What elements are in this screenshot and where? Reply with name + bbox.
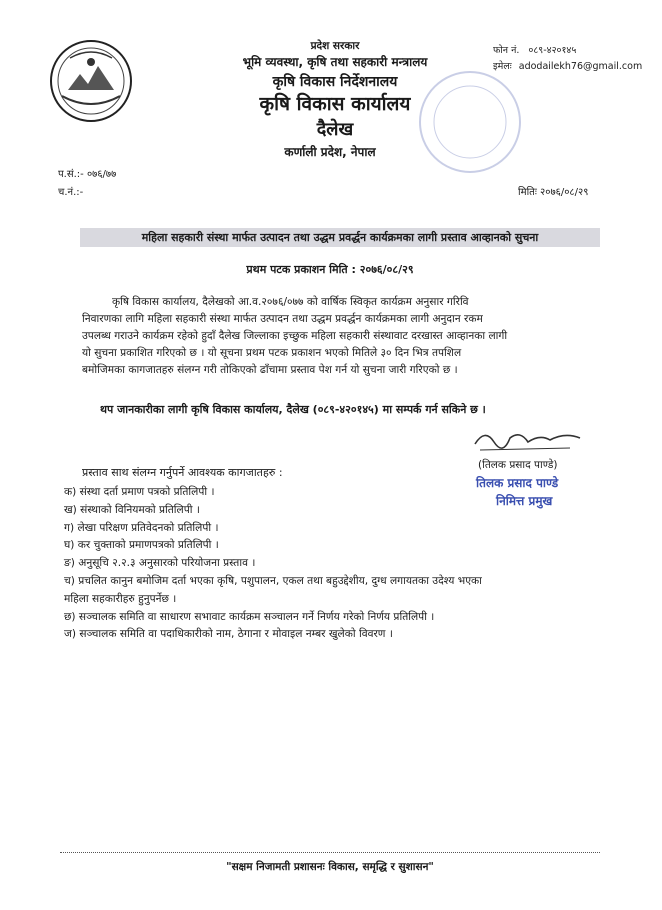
handwritten-signature bbox=[470, 424, 590, 456]
stamp-title: निमित्त प्रमुख bbox=[496, 494, 553, 508]
list-item: ग) लेखा परिक्षण प्रतिवेदनको प्रतिलिपी । bbox=[64, 521, 219, 534]
further-info: थप जानकारीका लागी कृषि विकास कार्यालय, दैलेख (०८९-४२०१४५) मा सम्पर्क गर्न सकिने छ । bbox=[100, 403, 486, 416]
footer-divider bbox=[60, 852, 600, 853]
letter-number: प.सं.:- ०७६/७७ bbox=[58, 169, 117, 180]
signatory-name: (तिलक प्रसाद पाण्डे) bbox=[478, 459, 558, 471]
dispatch-number: च.नं.:- bbox=[58, 187, 84, 198]
documents-heading: प्रस्ताव साथ संलग्न गर्नुपर्ने आवश्यक कागजातहरु : bbox=[82, 466, 283, 479]
government-emblem-logo bbox=[48, 38, 134, 124]
first-publish-date: प्रथम पटक प्रकाशन मिति : २०७६/०८/२९ bbox=[246, 263, 414, 276]
email-label: इमेलः bbox=[493, 61, 512, 72]
list-item: छ) सञ्चालक समिति वा साधारण सभावाट कार्यक्रम सञ्चालन गर्ने निर्णय गरेको निर्णय प्रतिलिपी । bbox=[64, 610, 435, 623]
body-line: निवारणका लागि महिला सहकारी संस्था मार्फत उत्पादन तथा उद्धम प्रवर्द्धन कार्यक्रमका लागी अनुदान रकम bbox=[82, 313, 483, 325]
body-line: बमोजिमका कागजातहरु संलग्न गरी तोकिएको ढाँचामा प्रस्ताव पेश गर्न यो सुचना जारी गरिएको छ । bbox=[82, 364, 458, 376]
body-line: उपलब्ध गराउने कार्यक्रम रहेको हुदाँ दैलेख जिल्लाका इच्छुक महिला सहकारी संस्थावाट दरखास्त आव्हानका लागी bbox=[82, 330, 508, 342]
phone-number: ०८९-४२०१४५ bbox=[528, 45, 577, 56]
notice-body bbox=[82, 294, 582, 379]
directorate-name: कृषि विकास निर्देशनालय bbox=[272, 74, 398, 90]
district-name: दैलेख bbox=[316, 119, 354, 140]
email-line bbox=[493, 60, 642, 73]
list-item: ङ) अनुसूचि २.२.३ अनुसारको परियोजना प्रस्ताव । bbox=[64, 557, 256, 570]
documents-list bbox=[64, 484, 624, 644]
ministry-name: भूमि व्यवस्था, कृषि तथा सहकारी मन्त्रालय bbox=[242, 55, 428, 69]
email-address: adodailekh76@gmail.com bbox=[518, 61, 643, 72]
footer-motto: "सक्षम निजामती प्रशासनः विकास, समृद्धि र सुशासन" bbox=[226, 861, 434, 873]
body-line: यो सुचना प्रकाशित गरिएको छ । यो सूचना प्रथम पटक प्रकाशन भएको मितिले ३० दिन भित्र तपशिल bbox=[82, 347, 462, 359]
body-line: कृषि विकास कार्यालय, दैलेखको आ.व.२०७६/०७७ को वार्षिक स्विकृत कार्यक्रम अनुसार गरिवि bbox=[112, 296, 469, 308]
notice-title: महिला सहकारी संस्था मार्फत उत्पादन तथा उद्धम प्रवर्द्धन कार्यक्रमका लागी प्रस्ताव आव्हानको सुचना bbox=[80, 228, 600, 247]
stamp-name: तिलक प्रसाद पाण्डे bbox=[476, 476, 559, 490]
govt-label: प्रदेश सरकार bbox=[310, 40, 360, 52]
phone-line bbox=[493, 44, 576, 57]
province-name: कर्णाली प्रदेश, नेपाल bbox=[284, 145, 376, 159]
office-name: कृषि विकास कार्यालय bbox=[259, 93, 411, 115]
phone-label: फोन नं. bbox=[493, 45, 520, 56]
list-item: च) प्रचलित कानुन बमोजिम दर्ता भएका कृषि, पशुपालन, एकल तथा बहुउद्देशीय, दुग्ध लगायतका उदेश्य भएका bbox=[64, 574, 482, 587]
list-item: क) संस्था दर्ता प्रमाण पत्रको प्रतिलिपी । bbox=[64, 486, 215, 498]
list-item: ख) संस्थाको विनियमको प्रतिलिपी । bbox=[64, 503, 200, 516]
letter-date: मितिः २०७६/०८/२९ bbox=[518, 187, 589, 198]
office-stamp bbox=[410, 62, 530, 182]
list-item: घ) कर चुक्ताको प्रमाणपत्रको प्रतिलिपी । bbox=[64, 539, 219, 552]
list-item: ज) सञ्चालक समिति वा पदाधिकारीको नाम, ठेगाना र मोवाइल नम्बर खुलेको विवरण । bbox=[64, 628, 393, 641]
list-item: महिला सहकारीहरु हुनुपर्नेछ । bbox=[64, 592, 177, 605]
